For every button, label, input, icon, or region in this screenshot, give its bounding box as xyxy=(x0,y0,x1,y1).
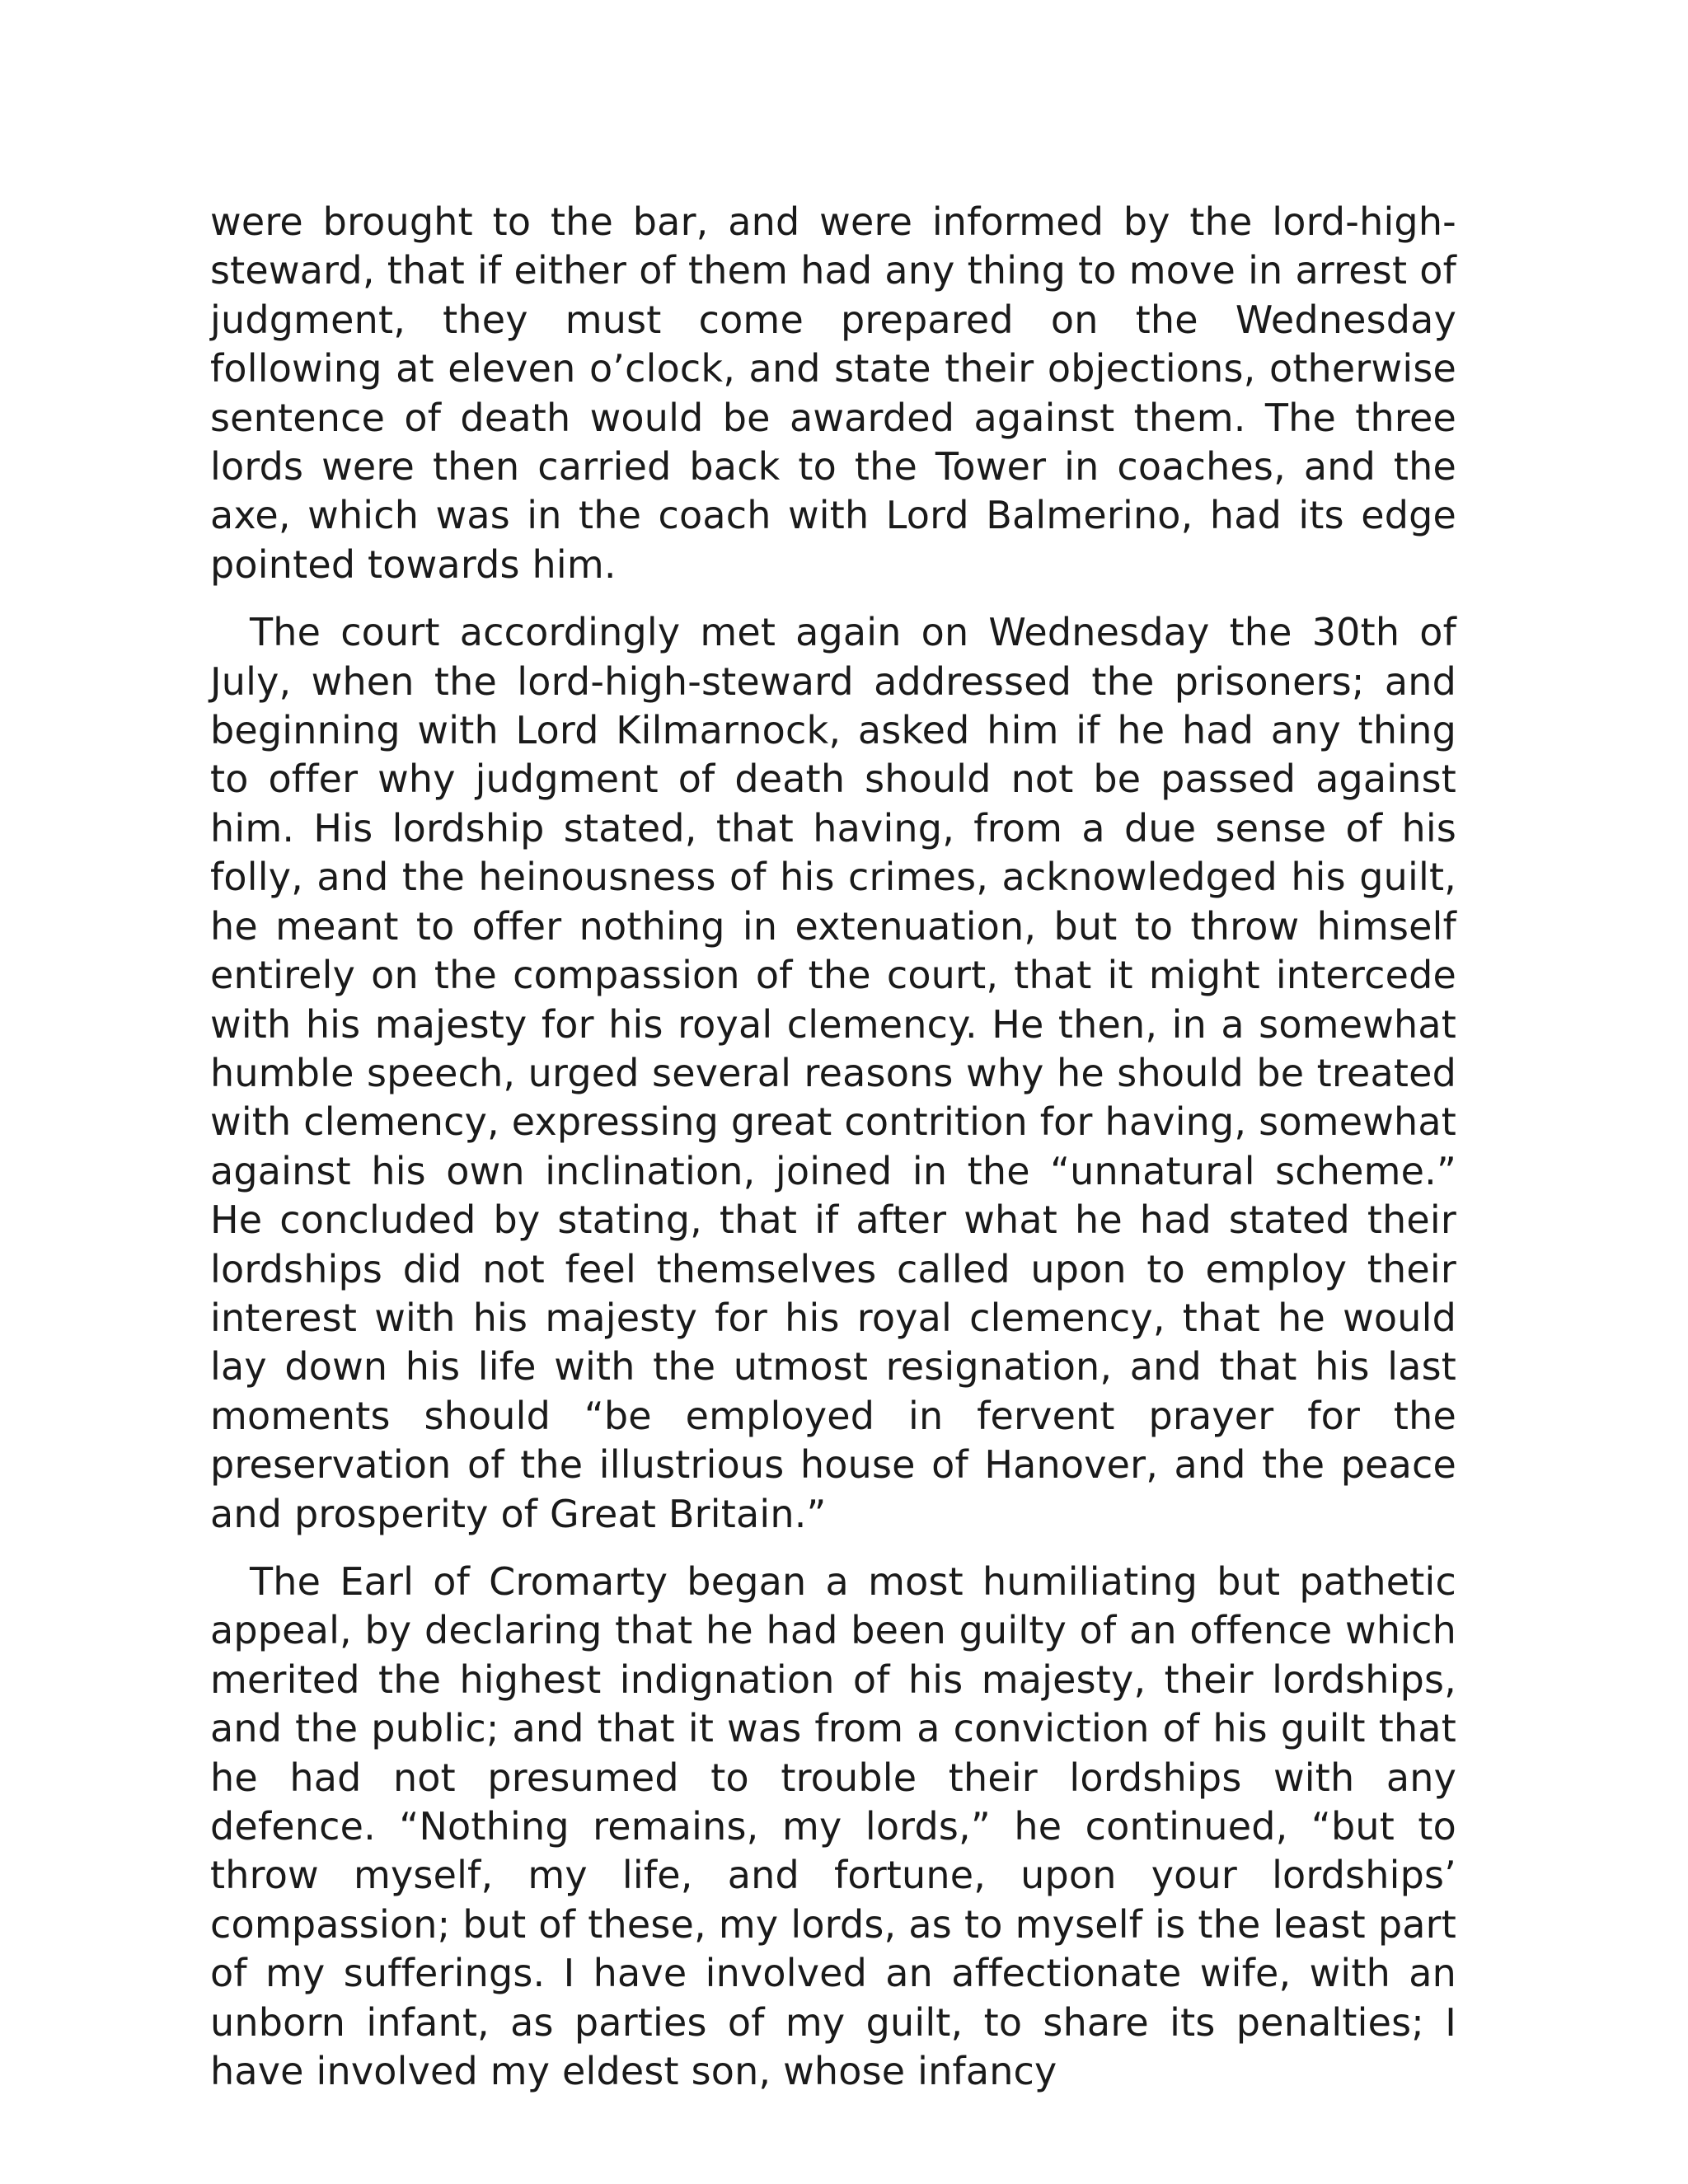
paragraph-1: were brought to the bar, and were informed by the lord-high-steward, that if either of them had any thing to move in arrest of judgment, they must come prepared on the Wednesday following at eleven o’clock, and state their objections, otherwise sentence of death would be awarded against them. The three lords were then carried back to the Tower in coaches, and the axe, which was in the coach with Lord Balmerino, had its edge pointed towards him. xyxy=(210,199,1456,587)
body-text xyxy=(210,198,1456,2096)
paragraph-3: The Earl of Cromarty began a most humiliating but pathetic appeal, by declaring that he had been guilty of an offence which merited the highest indignation of his majesty, their lordships, and the public; and that it was from a conviction of his guilt that he had not presumed to trouble their lordships with any defence. “Nothing remains, my lords,” he continued, “but to throw myself, my life, and fortune, upon your lordships’ compassion; but of these, my lords, as to myself is the least part of my sufferings. I have involved an affectionate wife, with an unborn infant, as parties of my guilt, to share its penalties; I have involved my eldest son, whose infancy xyxy=(210,1558,1456,2094)
paragraph-2: The court accordingly met again on Wednesday the 30th of July, when the lord-high-steward addressed the prisoners; and beginning with Lord Kilmarnock, asked him if he had any thing to offer why judgment of death should not be passed against him. His lordship stated, that having, from a due sense of his folly, and the heinousness of his crimes, acknowledged his guilt, he meant to offer nothing in extenuation, but to throw himself entirely on the compassion of the court, that it might intercede with his majesty for his royal clemency. He then, in a somewhat humble speech, urged several reasons why he should be treated with clemency, expressing great contrition for having, somewhat against his own inclination, joined in the “unnatural scheme.” He concluded by stating, that if after what he had stated their lordships did not feel themselves called upon to employ their interest with his majesty for his royal clemency, that he would lay down his life with the utmost resignation, and that his last moments should “be employed in fervent prayer for the preservation of the illustrious house of Hanover, and the peace and prosperity of Great Britain.” xyxy=(210,610,1456,1536)
